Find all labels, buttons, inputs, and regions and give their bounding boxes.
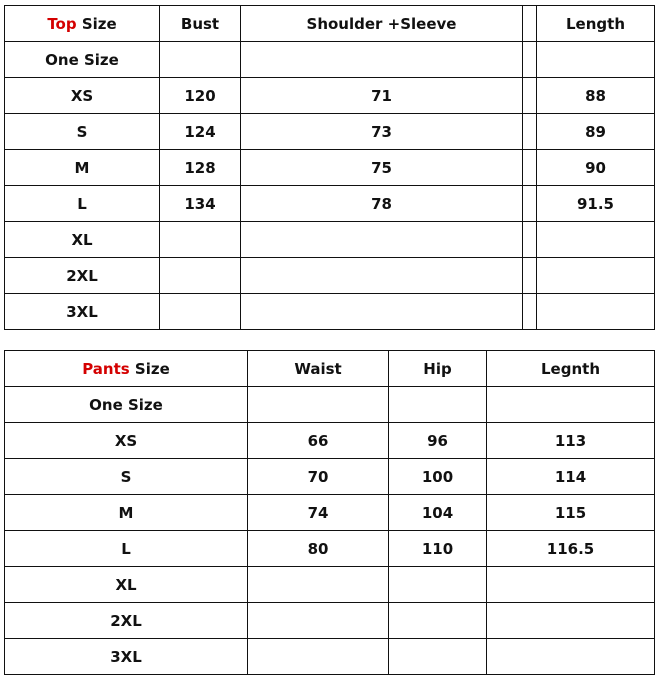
bust-cell xyxy=(160,42,241,78)
bust-cell: 134 xyxy=(160,186,241,222)
table-row xyxy=(5,459,655,495)
length-cell xyxy=(537,258,655,294)
size-cell: XL xyxy=(5,567,248,603)
bust-cell xyxy=(160,222,241,258)
size-cell: One Size xyxy=(5,42,160,78)
table-row xyxy=(5,531,655,567)
table-row xyxy=(5,423,655,459)
column-gap xyxy=(523,222,537,258)
hip-cell xyxy=(389,567,487,603)
shoulder-sleeve-header: Shoulder +Sleeve xyxy=(241,6,523,42)
top-header-row xyxy=(5,6,655,42)
column-gap xyxy=(523,294,537,330)
length-cell: 113 xyxy=(487,423,655,459)
shoulder-sleeve-cell: 75 xyxy=(241,150,523,186)
top-size-label: Size xyxy=(76,14,117,33)
table-row xyxy=(5,495,655,531)
shoulder-sleeve-cell xyxy=(241,222,523,258)
column-gap xyxy=(523,258,537,294)
top-size-table xyxy=(4,5,655,330)
bust-cell: 120 xyxy=(160,78,241,114)
column-gap xyxy=(523,114,537,150)
length-cell: 90 xyxy=(537,150,655,186)
table-row xyxy=(5,639,655,675)
column-gap xyxy=(523,78,537,114)
pants-size-table xyxy=(4,350,655,675)
pants-length-header: Legnth xyxy=(487,351,655,387)
length-header: Length xyxy=(537,6,655,42)
table-row xyxy=(5,603,655,639)
table-row xyxy=(5,78,655,114)
table-row xyxy=(5,222,655,258)
bust-cell: 128 xyxy=(160,150,241,186)
column-gap xyxy=(523,6,537,42)
waist-cell: 66 xyxy=(248,423,389,459)
waist-cell xyxy=(248,639,389,675)
size-cell: L xyxy=(5,531,248,567)
hip-header: Hip xyxy=(389,351,487,387)
shoulder-sleeve-cell: 71 xyxy=(241,78,523,114)
column-gap xyxy=(523,42,537,78)
table-row xyxy=(5,567,655,603)
length-cell: 115 xyxy=(487,495,655,531)
shoulder-sleeve-cell xyxy=(241,258,523,294)
hip-cell: 110 xyxy=(389,531,487,567)
column-gap xyxy=(523,186,537,222)
size-cell: XS xyxy=(5,78,160,114)
length-cell xyxy=(487,387,655,423)
shoulder-sleeve-cell: 73 xyxy=(241,114,523,150)
waist-cell: 80 xyxy=(248,531,389,567)
size-cell: S xyxy=(5,459,248,495)
size-cell: 2XL xyxy=(5,603,248,639)
hip-cell xyxy=(389,603,487,639)
waist-cell: 74 xyxy=(248,495,389,531)
waist-header: Waist xyxy=(248,351,389,387)
waist-cell: 70 xyxy=(248,459,389,495)
pants-size-highlight: Pants xyxy=(82,359,130,378)
length-cell xyxy=(537,294,655,330)
size-cell: S xyxy=(5,114,160,150)
waist-cell xyxy=(248,603,389,639)
hip-cell: 100 xyxy=(389,459,487,495)
length-cell xyxy=(487,567,655,603)
table-row xyxy=(5,294,655,330)
length-cell: 91.5 xyxy=(537,186,655,222)
hip-cell: 96 xyxy=(389,423,487,459)
table-row xyxy=(5,42,655,78)
size-cell: XL xyxy=(5,222,160,258)
bust-cell xyxy=(160,294,241,330)
bust-header: Bust xyxy=(160,6,241,42)
waist-cell xyxy=(248,567,389,603)
table-row xyxy=(5,387,655,423)
pants-header-row xyxy=(5,351,655,387)
table-row xyxy=(5,150,655,186)
length-cell xyxy=(487,639,655,675)
table-row xyxy=(5,114,655,150)
shoulder-sleeve-cell xyxy=(241,294,523,330)
bust-cell xyxy=(160,258,241,294)
pants-size-label: Size xyxy=(129,359,170,378)
length-cell xyxy=(537,42,655,78)
size-cell: M xyxy=(5,150,160,186)
hip-cell: 104 xyxy=(389,495,487,531)
hip-cell xyxy=(389,387,487,423)
size-cell: L xyxy=(5,186,160,222)
top-size-highlight: Top xyxy=(47,14,77,33)
length-cell: 114 xyxy=(487,459,655,495)
size-cell: M xyxy=(5,495,248,531)
length-cell: 89 xyxy=(537,114,655,150)
size-cell: XS xyxy=(5,423,248,459)
length-cell xyxy=(487,603,655,639)
length-cell: 116.5 xyxy=(487,531,655,567)
size-cell: 3XL xyxy=(5,294,160,330)
length-cell: 88 xyxy=(537,78,655,114)
length-cell xyxy=(537,222,655,258)
size-cell: 3XL xyxy=(5,639,248,675)
table-row xyxy=(5,186,655,222)
shoulder-sleeve-cell xyxy=(241,42,523,78)
table-row xyxy=(5,258,655,294)
column-gap xyxy=(523,150,537,186)
waist-cell xyxy=(248,387,389,423)
size-cell: 2XL xyxy=(5,258,160,294)
bust-cell: 124 xyxy=(160,114,241,150)
pants-size-header xyxy=(5,351,248,387)
hip-cell xyxy=(389,639,487,675)
size-cell: One Size xyxy=(5,387,248,423)
shoulder-sleeve-cell: 78 xyxy=(241,186,523,222)
top-size-header xyxy=(5,6,160,42)
